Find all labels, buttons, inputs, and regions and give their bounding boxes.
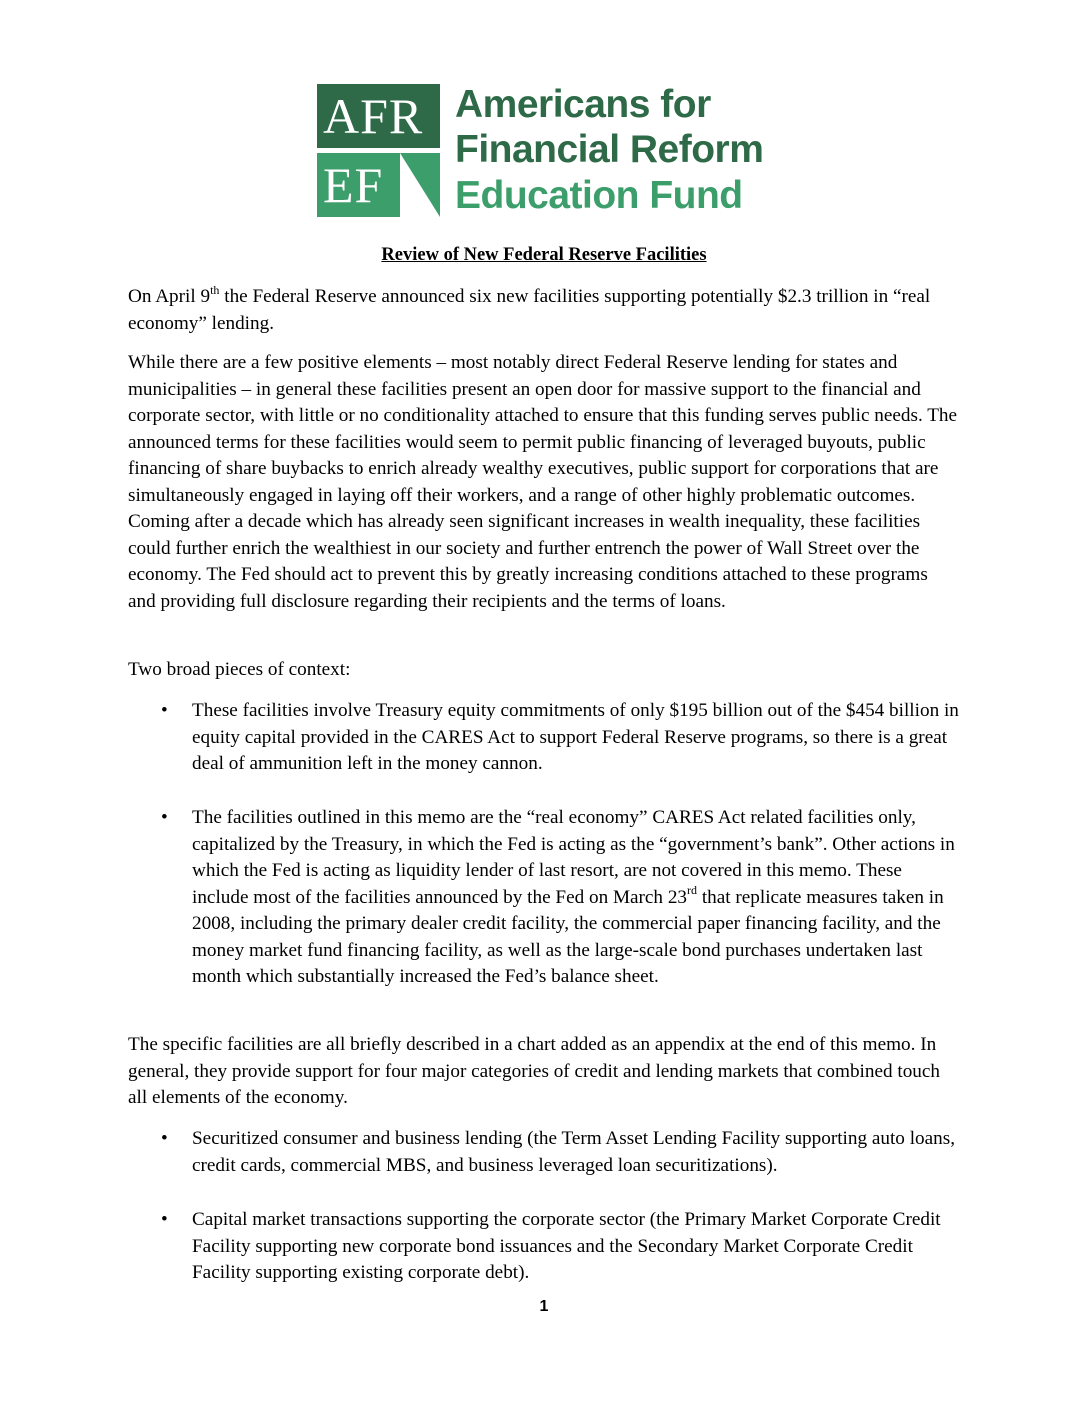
- bullet-text: Capital market transactions supporting the corporate sector (the Primary Market Corporate Credit Facility supporting new corporate bond issuances and the Secondary Market Corporate Credit Facility supporting existing corporate debt).: [192, 1209, 941, 1283]
- logo-letters-afr: AFR: [323, 88, 424, 144]
- bullet-text: [192, 805, 962, 991]
- categories-paragraph: The specific facilities are all briefly described in a chart added as an appendix at the end of this memo. In general, they provide support for four major categories of credit and lending markets that combined touch all elements of the economy.: [128, 1034, 941, 1108]
- bullet-text-end: that replicate measures taken in 2008, including the primary dealer credit facility, the commercial paper financing facility, and the money market fund financing facility, as well as the large-scale bond purchases undertaken last month which substantially increased the Fed’s balance sheet.: [192, 886, 944, 987]
- page-number: 1: [539, 1298, 549, 1315]
- logo-letters-ef: EF: [323, 157, 384, 213]
- logo-notch: [400, 153, 440, 217]
- logo-box-top: [317, 84, 440, 148]
- intro-ordinal-suffix: th: [210, 282, 220, 297]
- summary-paragraph: While there are a few positive elements – most notably direct Federal Reserve lending for states and municipalities – in general these facilities present an open door for massive support to the financial and corporate sector, with little or no conditionality attached to ensure that this funding serves public needs. The announced terms for these facilities would seem to permit public financing of leveraged buyouts, public financing of share buybacks to enrich already wealthy executives, public support for corporations that are simultaneously engaged in laying off their workers, and a range of other highly problematic outcomes. Coming after a decade which has already seen significant increases in wealth inequality, these facilities could further enrich the wealthiest in our society and further entrench the power of Wall Street over the economy. The Fed should act to prevent this by greatly increasing conditions attached to these programs and providing full disclosure regarding their recipients and the terms of loans.: [128, 352, 958, 612]
- bullet-ordinal-suffix: rd: [687, 883, 698, 898]
- afr-logo: [317, 84, 777, 219]
- intro-text-start: On April 9: [128, 286, 211, 307]
- intro-paragraph: [128, 284, 960, 337]
- intro-text-end: the Federal Reserve announced six new facilities supporting potentially $2.3 trillion in “real economy” lending.: [128, 286, 931, 334]
- bullet-icon: •: [161, 807, 168, 828]
- bullet-icon: •: [161, 1128, 168, 1149]
- document-title: Review of New Federal Reserve Facilities: [381, 245, 707, 265]
- bullet-text-start: The facilities outlined in this memo are the “real economy” CARES Act related facilities only, capitalized by the Treasury, in which the Fed is acting as the “government’s bank”. Other actions in which the Fed is acting as liquidity lender of last resort, are not covered in this memo. These include most of the facilities announced by the Fed on March 23: [192, 807, 955, 908]
- bullet-text: Securitized consumer and business lending (the Term Asset Lending Facility supporting auto loans, credit cards, commercial MBS, and business leveraged loan securitizations).: [192, 1128, 956, 1176]
- bullet-text: These facilities involve Treasury equity commitments of only $195 billion out of the $454 billion in equity capital provided in the CARES Act to support Federal Reserve programs, so there is a great deal of ammunition left in the money cannon.: [192, 700, 959, 774]
- logo-line-1: Americans for: [455, 83, 711, 126]
- context-heading: Two broad pieces of context:: [128, 659, 351, 680]
- bullet-icon: •: [161, 1209, 168, 1230]
- logo-line-3: Education Fund: [455, 174, 743, 217]
- bullet-icon: •: [161, 700, 168, 721]
- logo-line-2: Financial Reform: [455, 128, 764, 171]
